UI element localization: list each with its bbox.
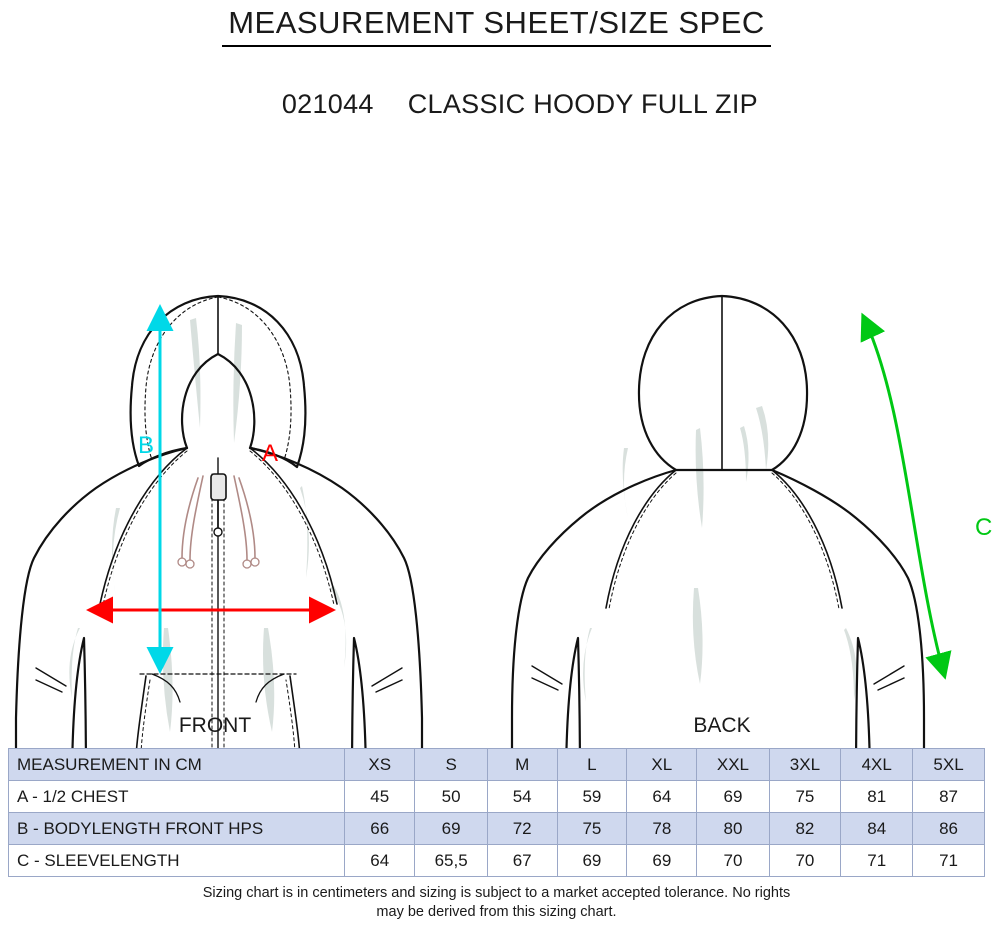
- cell-xxl: 69: [697, 781, 769, 813]
- header-xs: XS: [345, 749, 415, 781]
- cell-l: 75: [557, 813, 627, 845]
- callout-c-label: C: [975, 514, 993, 541]
- cell-5xl: 87: [913, 781, 985, 813]
- header: [0, 0, 993, 152]
- cell-xs: 45: [345, 781, 415, 813]
- size-spec-table: [8, 748, 985, 877]
- back-view-label: BACK: [693, 714, 751, 737]
- header-5xl: 5XL: [913, 749, 985, 781]
- table-head: [9, 749, 985, 781]
- hoody-technical-drawing: [0, 158, 993, 748]
- cell-xxl: 80: [697, 813, 769, 845]
- cell-3xl: 75: [769, 781, 841, 813]
- measure-c-arrow: [864, 318, 944, 674]
- table-row: [9, 845, 985, 877]
- callout-a-label: A: [262, 440, 279, 467]
- cell-s: 69: [415, 813, 487, 845]
- footnote-line-2: may be derived from this sizing chart.: [376, 904, 617, 920]
- table-row: [9, 781, 985, 813]
- cell-s: 50: [415, 781, 487, 813]
- header-3xl: 3XL: [769, 749, 841, 781]
- header-l: L: [557, 749, 627, 781]
- cell-3xl: 70: [769, 845, 841, 877]
- cell-s: 65,5: [415, 845, 487, 877]
- header-xl: XL: [627, 749, 697, 781]
- cell-5xl: 86: [913, 813, 985, 845]
- cell-xl: 64: [627, 781, 697, 813]
- row-label: A - 1/2 CHEST: [9, 781, 345, 813]
- cell-m: 67: [487, 845, 557, 877]
- cell-4xl: 84: [841, 813, 913, 845]
- style-name: CLASSIC HOODY FULL ZIP: [407, 89, 758, 119]
- cell-xl: 78: [627, 813, 697, 845]
- cell-l: 59: [557, 781, 627, 813]
- garment-illustrations: [0, 158, 993, 748]
- header-4xl: 4XL: [841, 749, 913, 781]
- cell-5xl: 71: [913, 845, 985, 877]
- header-s: S: [415, 749, 487, 781]
- header-xxl: XXL: [697, 749, 769, 781]
- header-measurement: MEASUREMENT IN CM: [9, 749, 345, 781]
- callout-b-label: B: [138, 432, 155, 459]
- style-number: 021044: [281, 89, 374, 119]
- cell-m: 72: [487, 813, 557, 845]
- cell-xs: 66: [345, 813, 415, 845]
- footnote-line-1: Sizing chart is in centimeters and sizing is subject to a market accepted tolerance. No rights: [202, 885, 791, 901]
- style-line: [0, 56, 993, 152]
- front-view-label: FRONT: [178, 714, 252, 737]
- cell-3xl: 82: [769, 813, 841, 845]
- cell-4xl: 81: [841, 781, 913, 813]
- table-row: [9, 813, 985, 845]
- cell-l: 69: [557, 845, 627, 877]
- row-label: C - SLEEVELENGTH: [9, 845, 345, 877]
- row-label: B - BODYLENGTH FRONT HPS: [9, 813, 345, 845]
- cell-xs: 64: [345, 845, 415, 877]
- cell-4xl: 71: [841, 845, 913, 877]
- size-spec-table-wrap: [8, 748, 985, 877]
- cell-m: 54: [487, 781, 557, 813]
- footnote: [0, 884, 993, 922]
- table-body: [9, 781, 985, 877]
- table-header-row: [9, 749, 985, 781]
- cell-xxl: 70: [697, 845, 769, 877]
- cell-xl: 69: [627, 845, 697, 877]
- header-m: M: [487, 749, 557, 781]
- page-title: MEASUREMENT SHEET/SIZE SPEC: [222, 4, 771, 47]
